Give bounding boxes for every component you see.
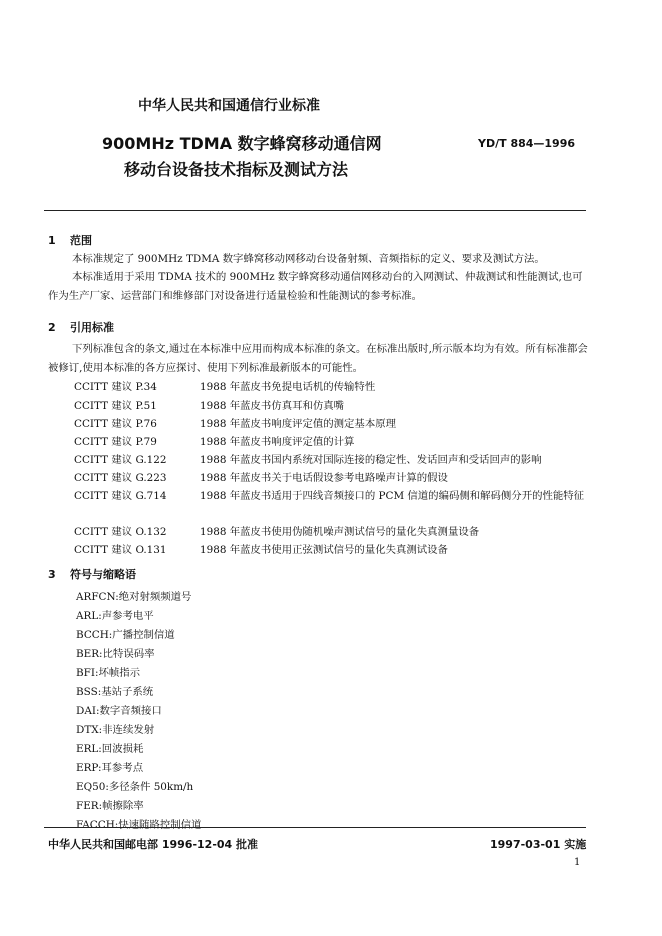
abbreviation-item: DAI:数字音频接口 — [76, 705, 162, 717]
abbreviation-item: ARL:声参考电平 — [76, 610, 154, 622]
reference-code: CCITT 建议 O.131 — [74, 544, 167, 556]
reference-code: CCITT 建议 G.223 — [74, 472, 167, 484]
section-2-heading — [48, 319, 114, 335]
abbreviation-item: ERL:回波损耗 — [76, 743, 144, 755]
section-1-heading — [48, 232, 92, 248]
abbreviation-item: BCCH:广播控制信道 — [76, 629, 175, 641]
reference-description: 1988 年蓝皮书免提电话机的传输特性 — [200, 381, 376, 393]
section-2-number: 2 — [48, 321, 56, 334]
page-number: 1 — [574, 857, 581, 868]
footer-divider — [44, 827, 586, 828]
document-title-line1: 900MHz TDMA 数字蜂窝移动通信网 — [102, 134, 382, 153]
section-2-intro: 下列标准包含的条文,通过在本标准中应用而构成本标准的条文。在标准出版时,所示版本均为有效。所有标准都会被修订,使用本标准的各方应探讨、使用下列标准最新版本的可能性。 — [48, 343, 588, 374]
section-1-title: 范围 — [70, 234, 92, 247]
reference-description: 1988 年蓝皮书仿真耳和仿真嘴 — [200, 400, 345, 412]
reference-description: 1988 年蓝皮书国内系统对国际连接的稳定性、发话回声和受话回声的影响 — [200, 454, 542, 466]
abbreviation-item: BER:比特误码率 — [76, 648, 155, 660]
industry-standard-heading: 中华人民共和国通信行业标准 — [138, 98, 320, 114]
reference-code: CCITT 建议 G.122 — [74, 454, 167, 466]
abbreviation-item: BFI:坏帧指示 — [76, 667, 141, 679]
reference-code: CCITT 建议 G.714 — [74, 490, 167, 502]
reference-code: CCITT 建议 P.79 — [74, 436, 157, 448]
section-1-paragraph-1: 本标准规定了 900MHz TDMA 数字蜂窝移动网移动台设备射频、音频指标的定义、要求及测试方法。 — [72, 253, 545, 265]
reference-description: 1988 年蓝皮书关于电话假设参考电路噪声计算的假设 — [200, 472, 448, 484]
section-3-heading — [48, 566, 136, 582]
section-3-title: 符号与缩略语 — [70, 568, 136, 581]
section-3-number: 3 — [48, 568, 56, 581]
standard-number: YD/T 884—1996 — [478, 137, 576, 150]
reference-code: CCITT 建议 O.132 — [74, 526, 167, 538]
reference-code: CCITT 建议 P.34 — [74, 381, 157, 393]
reference-description: 1988 年蓝皮书使用伪随机噪声测试信号的量化失真测量设备 — [200, 526, 480, 538]
abbreviation-item: FACCH:快速随路控制信道 — [76, 819, 202, 831]
approval-note: 中华人民共和国邮电部 1996-12-04 批准 — [48, 838, 259, 851]
reference-description: 1988 年蓝皮书响度评定值的计算 — [200, 436, 355, 448]
reference-code: CCITT 建议 P.51 — [74, 400, 157, 412]
header-divider — [44, 210, 586, 211]
abbreviation-item: FER:帧擦除率 — [76, 800, 144, 812]
reference-description: 1988 年蓝皮书使用正弦测试信号的量化失真测试设备 — [200, 544, 448, 556]
document-title-line2: 移动台设备技术指标及测试方法 — [124, 160, 349, 179]
abbreviation-item: DTX:非连续发射 — [76, 724, 155, 736]
reference-code: CCITT 建议 P.76 — [74, 418, 157, 430]
abbreviation-item: ERP:耳参考点 — [76, 762, 144, 774]
reference-description: 1988 年蓝皮书响度评定值的测定基本原理 — [200, 418, 396, 430]
implementation-date: 1997-03-01 实施 — [490, 838, 587, 851]
reference-description: 1988 年蓝皮书适用于四线音频接口的 PCM 信道的编码侧和解码侧分开的性能特征 — [200, 490, 585, 502]
section-1-paragraph-2: 本标准适用于采用 TDMA 技术的 900MHz 数字蜂窝移动通信网移动台的入网测试、仲裁测试和性能测试,也可作为生产厂家、运营部门和维修部门对设备进行适量检验和性能测试的参考标准。 — [48, 271, 583, 302]
abbreviation-item: EQ50:多径条件 50km/h — [76, 781, 194, 793]
abbreviation-item: ARFCN:绝对射频频道号 — [76, 591, 192, 603]
section-2-title: 引用标准 — [70, 321, 114, 334]
abbreviation-item: BSS:基站子系统 — [76, 686, 154, 698]
section-1-number: 1 — [48, 234, 56, 247]
